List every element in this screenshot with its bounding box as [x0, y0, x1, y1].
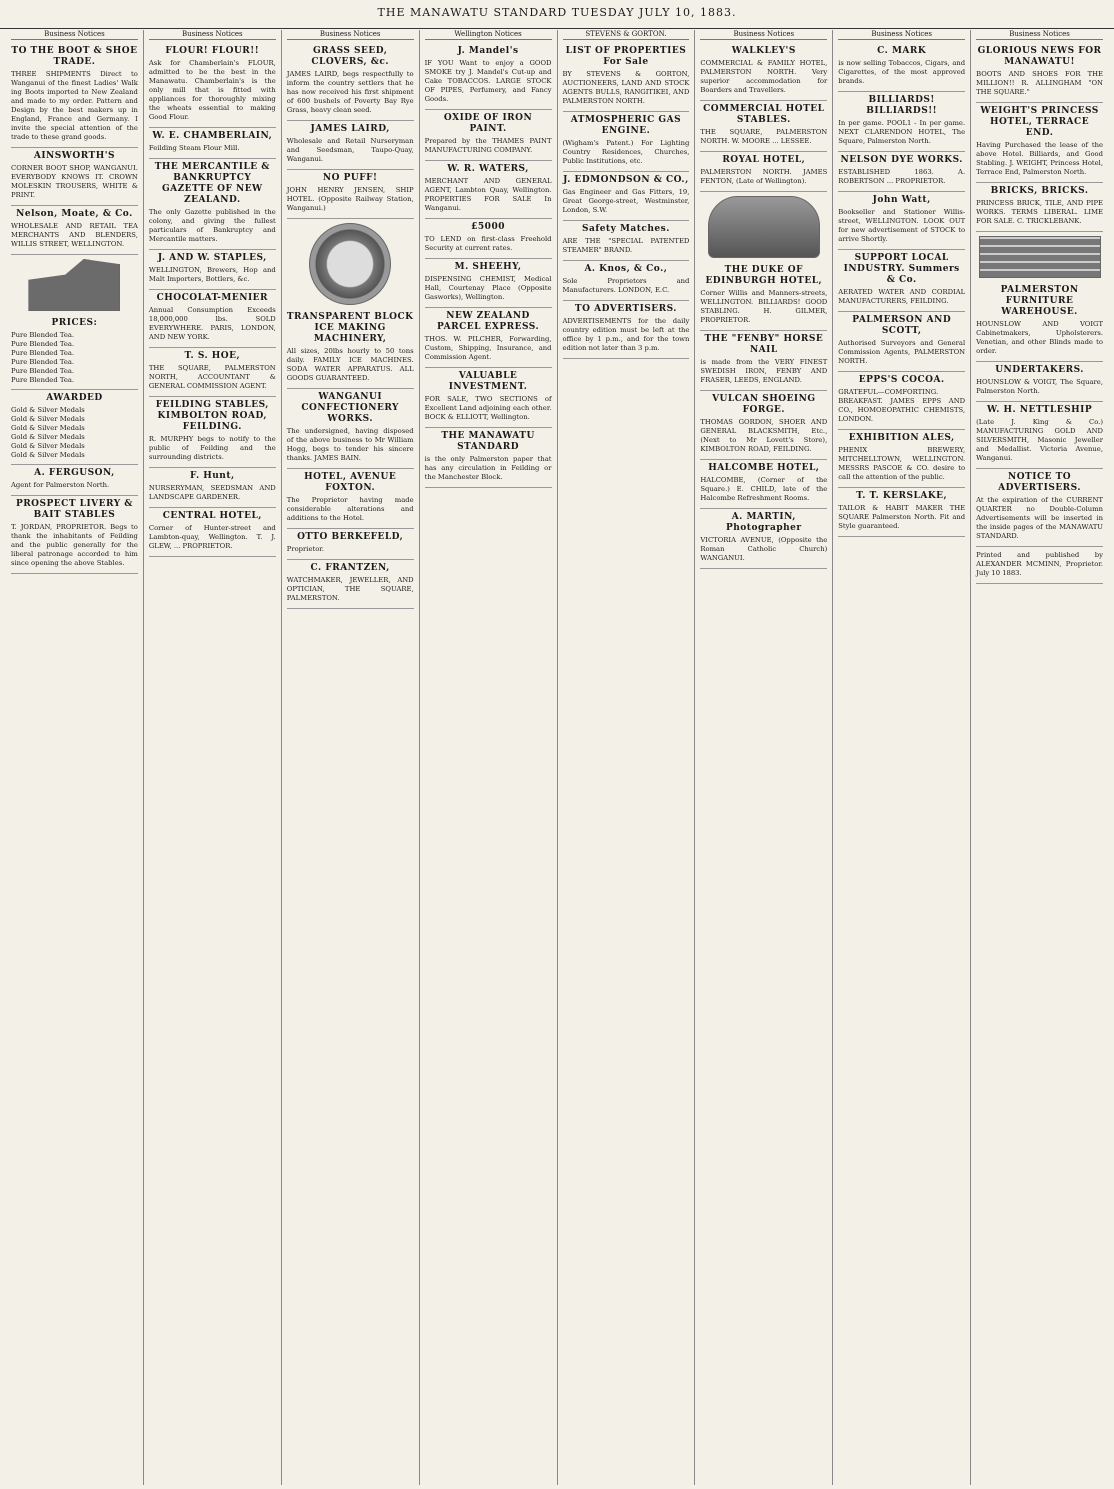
ad-body: THE SQUARE, PALMERSTON NORTH, ACCOUNTANT & GENERAL COMMISSION AGENT. [148, 364, 276, 390]
ad-body: FOR SALE, TWO SECTIONS of Excellent Land adjoining each other. BOCK & ELLIOTT, Wellington. [424, 395, 552, 421]
column-heading: Business Notices [838, 30, 965, 40]
advertisement [700, 509, 827, 569]
ad-body: Annual Consumption Exceeds 18,000,000 lbs. SOLD EVERYWHERE. PARIS, LONDON, AND NEW YORK. [148, 306, 276, 341]
advertisement [11, 390, 138, 465]
ad-body: DISPENSING CHEMIST, Medical Hall, Courtenay Place (Opposite Gasworks), Wellington. [424, 275, 552, 301]
advertisement [425, 219, 552, 259]
advertisement [287, 389, 414, 469]
advertisement [563, 172, 690, 221]
advertisement [425, 161, 552, 219]
column-8 [971, 30, 1108, 1485]
ad-body: THOS. W. PILCHER, Forwarding, Custom, Shipping, Insurance, and Commission Agent. [424, 335, 552, 361]
advertisement [700, 391, 827, 460]
ad-list-item: Gold & Silver Medals [11, 433, 85, 441]
column-heading: Business Notices [700, 30, 827, 40]
advertisement [563, 221, 690, 261]
ad-title: NOTICE TO ADVERTISERS. [998, 472, 1081, 493]
ad-title: FLOUR! FLOUR!! [165, 46, 260, 56]
boot-illustration [28, 259, 120, 311]
advertisement [287, 529, 414, 560]
ad-title: HALCOMBE HOTEL, [708, 463, 820, 473]
advertisement [149, 43, 276, 128]
column-heading: Business Notices [287, 30, 414, 40]
ad-title: NELSON DYE WORKS. [840, 155, 963, 165]
ad-body: BOOTS AND SHOES FOR THE MILLION!! R. ALLINGHAM "ON THE SQUARE." [976, 70, 1103, 96]
ad-body: The only Gazette published in the colony, and giving the fullest particulars of Bankruptcy and Mercantile matters. [148, 208, 276, 243]
ad-body: At the expiration of the CURRENT QUARTER no Double-Column Advertisements will be inserted in the inside pages of the MANAWATU STANDARD. [976, 496, 1103, 540]
ad-body: ARE THE "SPECIAL PATENTED STEAMER" BRAND. [562, 237, 690, 254]
advertisement [563, 43, 690, 112]
advertisement [976, 282, 1103, 362]
ad-body: Ask for Chamberlain's FLOUR, admitted to be the best in the Manawatu. Chamberlain's is the only mill that is fitted with appliances for thoroughly mixing the wheats essential to making Good Flour. [148, 59, 276, 121]
ad-title: F. Hunt, [189, 471, 235, 481]
ad-title: EPPS'S COCOA. [858, 375, 945, 385]
column-heading: Business Notices [976, 30, 1103, 40]
ad-title: NEW ZEALAND PARCEL EXPRESS. [437, 311, 540, 332]
ad-body: Gas Engineer and Gas Fitters, 19, Great George-street, Westminster, London, S.W. [562, 188, 690, 214]
ad-title: BRICKS, BRICKS. [990, 186, 1089, 196]
advertisement [149, 348, 276, 397]
ad-title: TRANSPARENT BLOCK ICE MAKING MACHINERY, [286, 312, 414, 344]
advertisement [976, 183, 1103, 232]
ad-body: THREE SHIPMENTS Direct to Wanganui of the finest Ladies' Walk ing Boots imported to New Zealand and made to my order. Pattern and Design by the best makers up in England, France and Germany. I invite the special attention of the trade to these grand goods. [11, 70, 138, 141]
ad-title: W. R. WATERS, [447, 164, 529, 174]
advertisement [838, 488, 965, 537]
advertisement [976, 362, 1103, 402]
ad-title: Nelson, Moate, & Co. [16, 209, 133, 219]
advertisement [149, 468, 276, 508]
column-4 [420, 30, 558, 1485]
advertisement [149, 250, 276, 290]
column-heading: Business Notices [11, 30, 138, 40]
ad-title: C. MARK [877, 46, 927, 56]
ad-title: J. Mandel's [457, 46, 519, 56]
advertisement [149, 397, 276, 468]
ad-body: ESTABLISHED 1863. A. ROBERTSON ... PROPRIETOR. [838, 168, 966, 185]
ad-list-item: Gold & Silver Medals [11, 406, 85, 414]
ad-body: (Wigham's Patent.) For Lighting Country Residences, Churches, Public Institutions, etc. [562, 139, 690, 165]
advertisement [11, 43, 138, 148]
ad-body: Authorised Surveyors and General Commission Agents, PALMERSTON NORTH. [838, 339, 966, 365]
ad-title: J. AND W. STAPLES, [157, 253, 267, 263]
ad-title: BILLIARDS! BILLIARDS!! [866, 95, 938, 116]
advertisement [838, 43, 965, 92]
ad-body: HOUNSLOW & VOIGT, The Square, Palmerston North. [976, 378, 1103, 395]
ad-body: VICTORIA AVENUE, (Opposite the Roman Catholic Church) WANGANUI. [700, 536, 828, 562]
advertisement [425, 368, 552, 428]
ad-body: The Proprietor having made considerable alterations and additions to the Hotel. [286, 496, 414, 522]
ad-body: WELLINGTON, Brewers, Hop and Malt Importers, Bottlers, &c. [148, 266, 276, 283]
advertisement [976, 103, 1103, 183]
advertisement [976, 547, 1103, 584]
advertisement [700, 331, 827, 391]
ad-body: Proprietor. [286, 545, 324, 553]
ad-body: IF YOU Want to enjoy a GOOD SMOKE try J. Mandel's Cut-up and Cake TOBACCOS. LARGE STOCK OF PIPES, Perfumery, and Fancy Goods. [424, 59, 552, 103]
masthead-title: THE MANAWATU STANDARD TUESDAY JULY 10, 1883. [377, 6, 737, 19]
ad-body: Agent for Palmerston North. [11, 481, 110, 489]
ad-title: WANGANUI CONFECTIONERY WORKS. [301, 392, 399, 424]
watch-illustration [309, 223, 391, 305]
ad-list [11, 331, 138, 385]
ad-title: W. E. CHAMBERLAIN, [152, 131, 273, 141]
ad-body: T. JORDAN, PROPRIETOR. Begs to thank the inhabitants of Feilding and the public generally for the liberal patronage accorded to him since opening the above Stables. [11, 523, 138, 567]
ad-title: WEIGHT'S PRINCESS HOTEL, TERRACE END. [980, 106, 1099, 138]
ad-title: OTTO BERKEFELD, [297, 532, 404, 542]
ad-title: CENTRAL HOTEL, [162, 511, 262, 521]
ad-title: THE MANAWATU STANDARD [441, 431, 535, 452]
ad-title: W. H. NETTLESHIP [987, 405, 1093, 415]
ad-title: ROYAL HOTEL, [722, 155, 806, 165]
advertisement [287, 560, 414, 609]
ad-title: LIST OF PROPERTIES For Sale [565, 46, 687, 67]
ad-body: HOUNSLOW AND VOIGT Cabinetmakers, Upholsterers. Venetian, and other Blinds made to order. [976, 320, 1103, 355]
column-6 [695, 30, 833, 1485]
advertisement [563, 301, 690, 359]
ad-list-item: Gold & Silver Medals [11, 424, 85, 432]
ad-body: Feilding Steam Flour Mill. [148, 144, 240, 152]
advertisement [425, 428, 552, 488]
advertisement [838, 372, 965, 430]
ad-body: WATCHMAKER, JEWELLER, AND OPTICIAN, THE SQUARE, PALMERSTON. [286, 576, 414, 602]
ad-body: PRINCESS BRICK, TILE, AND PIPE WORKS. TERMS LIBERAL. LIME FOR SALE. C. TRICKLEBANK. [976, 199, 1103, 225]
ad-body: (Late J. King & Co.) MANUFACTURING GOLD AND SILVERSMITH, Masonic Jeweller and Medallist. Victoria Avenue, Wanganui. [976, 418, 1103, 462]
ad-body: JOHN HENRY JENSEN, SHIP HOTEL. (Opposite Railway Station, Wanganui.) [286, 186, 414, 212]
advertisement [287, 469, 414, 529]
ad-title: THE MERCANTILE & BANKRUPTCY GAZETTE OF NEW ZEALAND. [154, 162, 270, 205]
advertisement [700, 152, 827, 192]
ad-title: M. SHEEHY, [454, 262, 522, 272]
advertisement [700, 460, 827, 509]
ad-title: PALMERSTON FURNITURE WAREHOUSE. [1000, 285, 1079, 317]
ad-title: THE "FENBY" HORSE NAIL [704, 334, 824, 355]
advertisement [838, 250, 965, 312]
ad-title: PRICES: [51, 318, 98, 328]
ad-body: All sizes, 20lbs hourly to 50 tons daily. FAMILY ICE MACHINES. SODA WATER APPARATUS. ALL GOODS GUARANTEED. [286, 347, 414, 382]
advertisement [700, 43, 827, 101]
ad-body: PALMERSTON NORTH. JAMES FENTON, (Late of Wellington). [700, 168, 828, 185]
ad-body: MERCHANT AND GENERAL AGENT, Lambton Quay, Wellington. PROPERTIES FOR SALE In Wanganui. [424, 177, 552, 212]
ad-body: is the only Palmerston paper that has any circulation in Feilding or the Manchester Block. [424, 455, 552, 481]
ad-body: TAILOR & HABIT MAKER THE SQUARE Palmerston North. Fit and Style guaranteed. [838, 504, 966, 530]
ad-body: PHENIX BREWERY, MITCHELLTOWN, WELLINGTON. MESSRS PASCOE & CO. desire to call the attention of the public. [838, 446, 966, 481]
advertisement [287, 170, 414, 219]
advertisement [149, 159, 276, 250]
ad-list-item: Pure Blended Tea. [11, 331, 75, 339]
advertisement [149, 508, 276, 557]
advertisement [11, 465, 138, 496]
ad-list [11, 406, 138, 460]
advertisement [425, 110, 552, 161]
ad-title: ATMOSPHERIC GAS ENGINE. [570, 115, 682, 136]
newspaper-columns [6, 30, 1108, 1485]
ad-body: THOMAS GORDON, SHOER AND GENERAL BLACKSMITH, Etc., (Next to Mr Lovett's Store), KIMBOLTON ROAD, FEILDING. [700, 418, 828, 453]
ad-title: T. T. KERSLAKE, [856, 491, 948, 501]
column-heading: STEVENS & GORTON. [563, 30, 690, 40]
column-7 [833, 30, 971, 1485]
ad-title: £5000 [471, 222, 505, 232]
ad-body: COMMERCIAL & FAMILY HOTEL, PALMERSTON NORTH. Very superior accommodation for Boarders and Travellers. [700, 59, 828, 94]
ad-body: THE SQUARE, PALMERSTON NORTH. W. MOORE ... LESSEE. [700, 128, 828, 145]
ad-title: GLORIOUS NEWS FOR MANAWATU! [977, 46, 1102, 67]
ad-body: Prepared by the THAMES PAINT MANUFACTURING COMPANY. [424, 137, 552, 154]
ad-title: T. S. HOE, [184, 351, 241, 361]
ad-body: Having Purchased the lease of the above Hotel. Billiards, and Good Stabling. J. WEIGHT, Princess Hotel, Terrace End, Palmerston North. [976, 141, 1103, 176]
ad-title: COMMERCIAL HOTEL STABLES. [703, 104, 825, 125]
ad-list-item: Pure Blended Tea. [11, 340, 75, 348]
advertisement [700, 262, 827, 331]
ad-title: NO PUFF! [322, 173, 378, 183]
ad-body: AERATED WATER AND CORDIAL MANUFACTURERS, FEILDING. [838, 288, 966, 305]
ad-body: JAMES LAIRD, begs respectfully to inform the country settlers that he has now received his first shipment of 600 bushels of Poverty Bay Rye Grass, heavy clean seed. [286, 70, 414, 114]
ad-body: Corner Willis and Manners-streets, WELLINGTON. BILLIARDS! GOOD STABLING. H. GILMER, PROPRIETOR. [700, 289, 828, 324]
ad-body: Printed and published by ALEXANDER MCMINN, Proprietor. July 10 1883. [976, 551, 1103, 577]
advertisement [976, 43, 1103, 103]
advertisement [700, 101, 827, 152]
ad-title: JAMES LAIRD, [310, 124, 390, 134]
ad-title: FEILDING STABLES, KIMBOLTON ROAD, FEILDING. [155, 400, 269, 432]
advertisement [838, 312, 965, 372]
ad-title: C. FRANTZEN, [310, 563, 390, 573]
advertisement [11, 496, 138, 574]
advertisement [425, 308, 552, 368]
advertisement [11, 206, 138, 255]
ad-title: PROSPECT LIVERY & BAIT STABLES [15, 499, 133, 520]
ad-body: Corner of Hunter-street and Lambton-quay, Wellington. T. J. GLEW, ... PROPRIETOR. [148, 524, 276, 550]
ad-body: Sole Proprietors and Manufacturers. LONDON, E.C. [562, 277, 690, 294]
advertisement [287, 43, 414, 121]
advertisement [11, 315, 138, 390]
ad-title: Safety Matches. [582, 224, 670, 234]
advertisement [425, 43, 552, 110]
ad-title: A. Knos, & Co., [584, 264, 668, 274]
bricks-illustration [979, 236, 1101, 278]
ad-list-item: Pure Blended Tea. [11, 358, 75, 366]
column-heading: Wellington Notices [425, 30, 552, 40]
ad-body: Bookseller and Stationer Willis-street, WELLINGTON. LOOK OUT for new advertisement of STOCK to arrive Shortly. [838, 208, 966, 243]
ad-title: OXIDE OF IRON PAINT. [443, 113, 533, 134]
ad-body: WHOLESALE AND RETAIL TEA MERCHANTS AND BLENDERS, WILLIS STREET, WELLINGTON. [11, 222, 138, 248]
masthead [0, 0, 1114, 29]
ad-body: HALCOMBE, (Corner of the Square.) E. CHILD, late of the Halcombe Refreshment Rooms. [700, 476, 828, 502]
ad-title: WALKLEY'S [731, 46, 796, 56]
ad-title: SUPPORT LOCAL INDUSTRY. Summers & Co. [843, 253, 960, 285]
ad-body: The undersigned, having disposed of the above business to Mr William Hogg, begs to tender his sincere thanks. JAMES BAIN. [286, 427, 414, 462]
ad-body: TO LEND on first-class Freehold Security at current rates. [424, 235, 552, 252]
ad-body: CORNER BOOT SHOP, WANGANUI. EVERYBODY KNOWS IT. CROWN MOLESKIN TROUSERS, WHITE & PRINT. [11, 164, 138, 199]
ad-body: is now selling Tobaccos, Cigars, and Cigarettes, of the most approved brands. [838, 59, 966, 85]
ad-title: TO ADVERTISERS. [574, 304, 677, 314]
advertisement [149, 128, 276, 159]
ad-title: THE DUKE OF EDINBURGH HOTEL, [705, 265, 823, 286]
advertisement [838, 430, 965, 488]
ad-title: John Watt, [872, 195, 931, 205]
advertisement [11, 148, 138, 206]
advertisement [425, 259, 552, 308]
advertisement [149, 290, 276, 348]
ad-title: VALUABLE INVESTMENT. [448, 371, 528, 392]
column-3 [282, 30, 420, 1485]
ad-body: In per game. POOL1 - In per game. NEXT CLARENDON HOTEL, The Square, Palmerston North. [838, 119, 966, 145]
ad-body: is made from the VERY FINEST SWEDISH IRON, FENBY AND FRASER, LEEDS, ENGLAND. [700, 358, 828, 384]
ad-list-item: Pure Blended Tea. [11, 349, 75, 357]
advertisement [563, 261, 690, 301]
ad-title: VULCAN SHOEING FORGE. [712, 394, 816, 415]
ad-title: PALMERSON AND SCOTT, [852, 315, 952, 336]
column-heading: Business Notices [149, 30, 276, 40]
ad-title: CHOCOLAT-MENIER [156, 293, 268, 303]
advertisement [287, 121, 414, 170]
ad-list-item: Gold & Silver Medals [11, 451, 85, 459]
ad-list-item: Gold & Silver Medals [11, 442, 85, 450]
advertisement [838, 152, 965, 192]
ad-body: R. MURPHY begs to notify to the public of Feilding and the surrounding districts. [148, 435, 276, 461]
ad-title: AINSWORTH'S [33, 151, 116, 161]
ad-title: A. FERGUSON, [34, 468, 115, 478]
advertisement [838, 192, 965, 250]
ad-title: EXHIBITION ALES, [848, 433, 955, 443]
ad-title: TO THE BOOT & SHOE TRADE. [11, 46, 138, 67]
ad-list-item: Gold & Silver Medals [11, 415, 85, 423]
ad-title: AWARDED [46, 393, 103, 403]
advertisement [838, 92, 965, 152]
advertisement [287, 309, 414, 389]
ad-title: A. MARTIN, Photographer [725, 512, 802, 533]
column-1 [6, 30, 144, 1485]
ad-list-item: Pure Blended Tea. [11, 376, 75, 384]
column-5 [558, 30, 696, 1485]
ad-body: NURSERYMAN, SEEDSMAN AND LANDSCAPE GARDENER. [148, 484, 276, 501]
ad-title: HOTEL, AVENUE FOXTON. [304, 472, 397, 493]
ad-title: J. EDMONDSON & CO., [563, 175, 689, 185]
ad-list-item: Pure Blended Tea. [11, 367, 75, 375]
ad-body: BY STEVENS & GORTON, AUCTIONEERS, LAND AND STOCK AGENTS BULLS, RANGITIKEI, AND PALMERSTON NORTH. [562, 70, 690, 105]
ad-body: Wholesale and Retail Nurseryman and Seedsman, Taupo-Quay, Wanganui. [286, 137, 414, 163]
advertisement [976, 469, 1103, 547]
ad-body: ADVERTISEMENTS for the daily country edition must be left at the office by 1 p.m., and for the town edition not later than 3 p.m. [562, 317, 690, 352]
advertisement [976, 402, 1103, 469]
ad-title: UNDERTAKERS. [995, 365, 1084, 375]
ad-title: GRASS SEED, CLOVERS, &c. [311, 46, 390, 67]
horse-illustration [708, 196, 820, 258]
column-2 [144, 30, 282, 1485]
ad-body: GRATEFUL—COMFORTING. BREAKFAST. JAMES EPPS AND CO., HOMOEOPATHIC CHEMISTS, LONDON. [838, 388, 966, 423]
advertisement [563, 112, 690, 172]
